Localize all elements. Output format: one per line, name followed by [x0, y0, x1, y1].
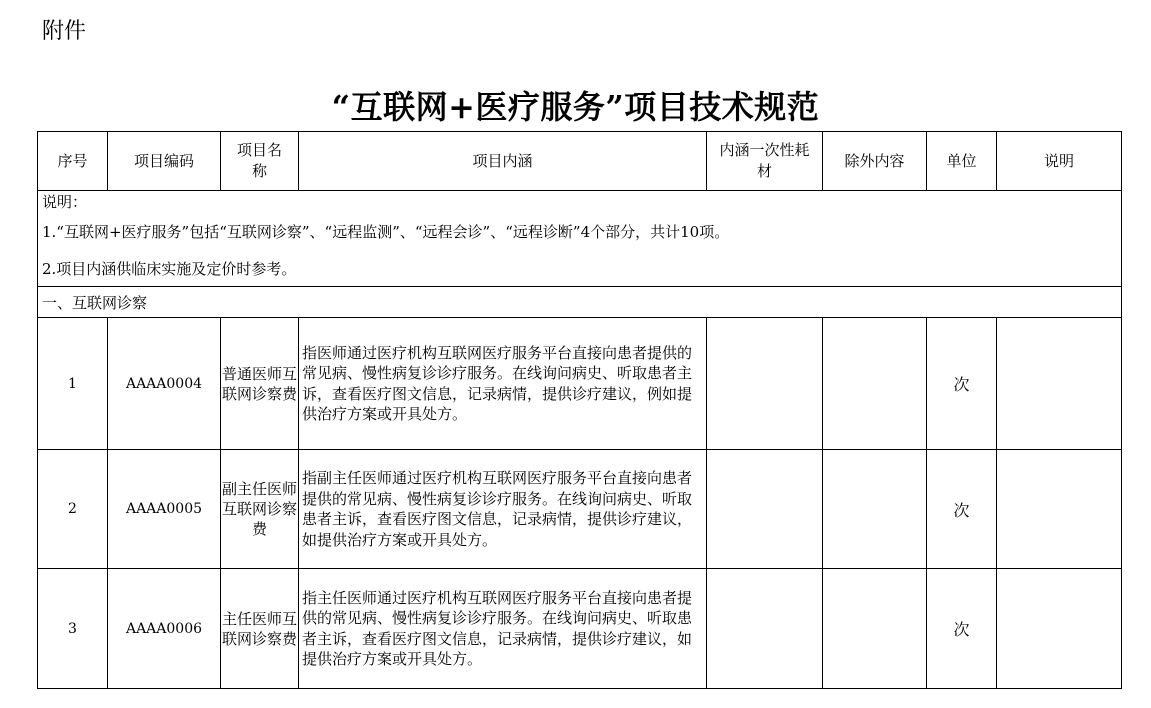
row-consumables	[707, 569, 823, 689]
header-code: 项目编码	[108, 132, 221, 191]
table-row	[38, 318, 1122, 450]
header-name: 项目名称	[221, 132, 299, 191]
row-code: AAAA0004	[108, 318, 221, 450]
table-header-row	[38, 132, 1122, 191]
row-consumables	[707, 318, 823, 450]
row-excluded	[823, 450, 927, 569]
row-name: 主任医师互联网诊察费	[221, 569, 299, 689]
section-row	[38, 287, 1122, 318]
document-title: “互联网+医疗服务”项目技术规范	[331, 88, 820, 126]
row-remarks	[997, 450, 1122, 569]
header-unit: 单位	[927, 132, 997, 191]
notes-line-2: 2.项目内涵供临床实施及定价时参考。	[42, 260, 297, 278]
row-content: 指副主任医师通过医疗机构互联网医疗服务平台直接向患者提供的常见病、慢性病复诊诊疗服务。在线询问病史、听取患者主诉，查看医疗图文信息，记录病情，提供诊疗建议，如提供治疗方案或开具处方。	[299, 450, 707, 569]
row-unit: 次	[927, 318, 997, 450]
row-remarks	[997, 569, 1122, 689]
attachment-label: 附件	[42, 19, 87, 44]
section-heading: 一、互联网诊察	[38, 287, 1122, 318]
notes-line-1: 1.“互联网+医疗服务”包括“互联网诊察”、“远程监测”、“远程会诊”、“远程诊断”4个部分，共计10项。	[42, 223, 730, 241]
row-code: AAAA0006	[108, 569, 221, 689]
notes-cell	[38, 191, 1122, 287]
row-unit: 次	[927, 450, 997, 569]
row-seq: 1	[38, 318, 108, 450]
header-content: 项目内涵	[299, 132, 707, 191]
row-consumables	[707, 450, 823, 569]
row-name: 普通医师互联网诊察费	[221, 318, 299, 450]
row-code: AAAA0005	[108, 450, 221, 569]
header-consumables: 内涵一次性耗材	[707, 132, 823, 191]
row-name: 副主任医师互联网诊察费	[221, 450, 299, 569]
table-row	[38, 450, 1122, 569]
row-content: 指医师通过医疗机构互联网医疗服务平台直接向患者提供的常见病、慢性病复诊诊疗服务。在线询问病史、听取患者主诉，查看医疗图文信息，记录病情，提供诊疗建议，例如提供治疗方案或开具处方。	[299, 318, 707, 450]
notes-heading: 说明：	[42, 193, 88, 211]
row-unit: 次	[927, 569, 997, 689]
row-excluded	[823, 569, 927, 689]
row-excluded	[823, 318, 927, 450]
row-remarks	[997, 318, 1122, 450]
row-seq: 2	[38, 450, 108, 569]
table-row	[38, 569, 1122, 689]
header-remarks: 说明	[997, 132, 1122, 191]
notes-row	[38, 191, 1122, 287]
row-seq: 3	[38, 569, 108, 689]
header-excluded: 除外内容	[823, 132, 927, 191]
row-content: 指主任医师通过医疗机构互联网医疗服务平台直接向患者提供的常见病、慢性病复诊诊疗服务。在线询问病史、听取患者主诉，查看医疗图文信息，记录病情，提供诊疗建议，如提供治疗方案或开具处方。	[299, 569, 707, 689]
header-seq: 序号	[38, 132, 108, 191]
spec-table	[37, 131, 1122, 689]
